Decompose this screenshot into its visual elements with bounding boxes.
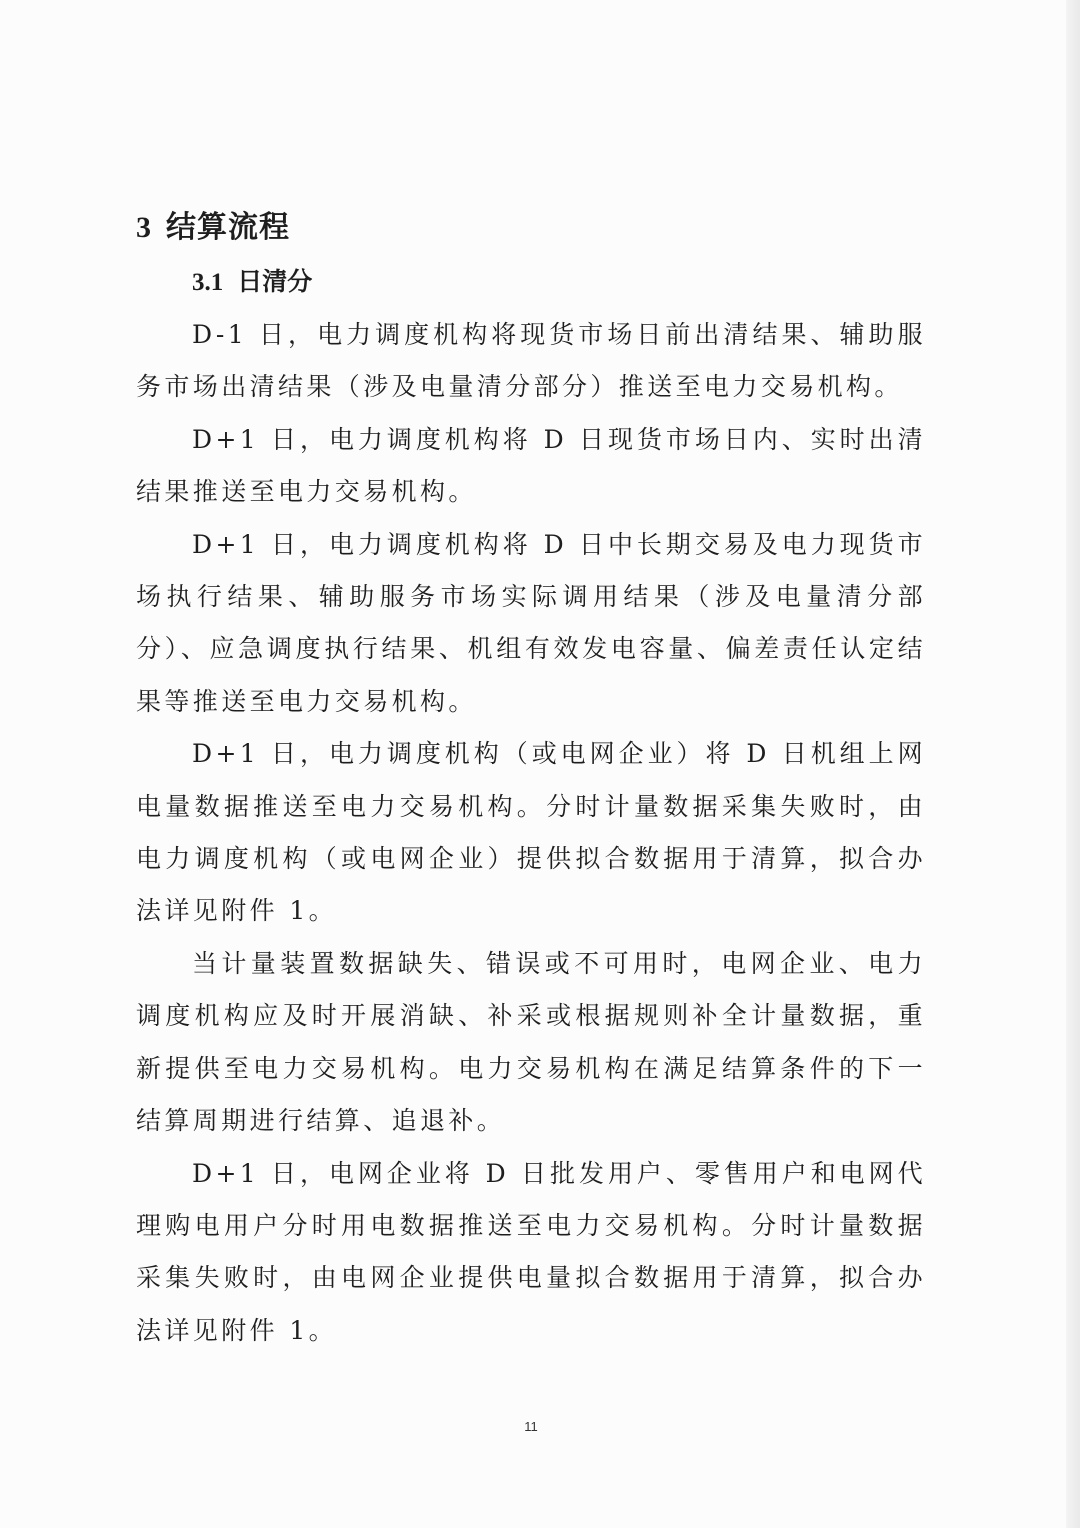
page-content — [136, 200, 936, 1357]
subsection-number: 3.1 — [192, 269, 224, 296]
section-number: 3 — [136, 211, 152, 244]
subsection-heading — [136, 256, 936, 309]
section-title: 结算流程 — [166, 210, 290, 245]
page-edge-shadow — [1066, 0, 1080, 1528]
paragraph-2: D+1 日，电力调度机构将 D 日现货市场日内、实时出清结果推送至电力交易机构。 — [136, 424, 926, 507]
section-heading — [136, 200, 936, 256]
paragraph-1: D-1 日，电力调度机构将现货市场日前出清结果、辅助服务市场出清结果（涉及电量清分部分）推送至电力交易机构。 — [136, 320, 926, 402]
page-number: 11 — [524, 1419, 538, 1434]
paragraph-3: D+1 日，电力调度机构将 D 日中长期交易及电力现货市场执行结果、辅助服务市场实际调用结果（涉及电量清分部分）、应急调度执行结果、机组有效发电容量、偏差责任认定结果等推送至电力交易机构。 — [136, 529, 926, 716]
subsection-title: 日清分 — [237, 267, 313, 296]
paragraph-4: D+1 日，电力调度机构（或电网企业）将 D 日机组上网电量数据推送至电力交易机构。分时计量数据采集失败时，由电力调度机构（或电网企业）提供拟合数据用于清算，拟合办法详见附件 1。 — [136, 739, 926, 926]
paragraph-6: D+1 日，电网企业将 D 日批发用户、零售用户和电网代理购电用户分时用电数据推送至电力交易机构。分时计量数据采集失败时，由电网企业提供电量拟合数据用于清算，拟合办法详见附件 1。 — [136, 1158, 926, 1345]
paragraph-5: 当计量装置数据缺失、错误或不可用时，电网企业、电力调度机构应及时开展消缺、补采或根据规则补全计量数据，重新提供至电力交易机构。电力交易机构在满足结算条件的下一结算周期进行结算、追退补。 — [136, 948, 926, 1136]
